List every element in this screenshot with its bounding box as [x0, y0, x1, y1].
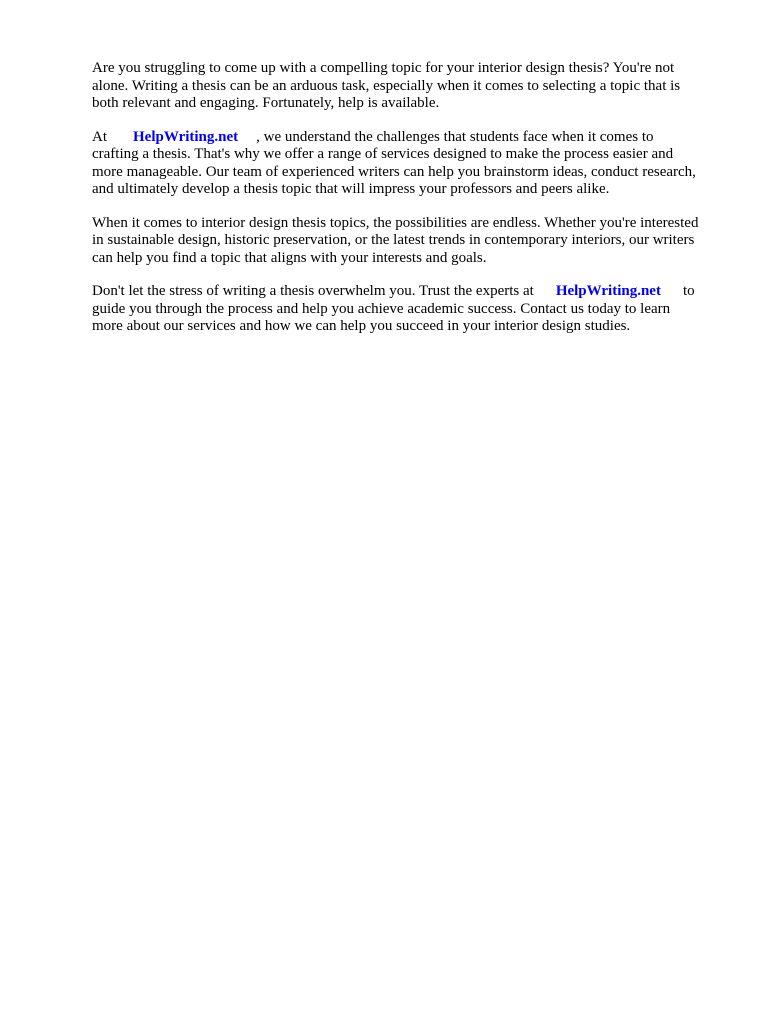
paragraph-closing	[92, 283, 722, 336]
paragraph-line: When it comes to interior design thesis topics, the possibilities are endless. Whether you're interested	[92, 214, 699, 231]
helpwriting-link[interactable]: HelpWriting.net	[555, 283, 661, 299]
paragraph-line: can help you find a topic that aligns with your interests and goals.	[92, 249, 487, 266]
paragraph-topics	[92, 215, 722, 268]
paragraph-suffix: to	[682, 283, 695, 299]
paragraph-first-line	[92, 283, 722, 301]
helpwriting-link[interactable]: HelpWriting.net	[133, 128, 239, 145]
paragraph-line: both relevant and engaging. Fortunately, help is available.	[92, 95, 440, 111]
paragraph-line: more about our services and how we can help you succeed in your interior design studies.	[92, 318, 631, 334]
paragraph-prefix: At	[92, 128, 107, 145]
paragraph-line: more manageable. Our team of experienced writers can help you brainstorm ideas, conduct research,	[92, 163, 696, 180]
paragraph-line: guide you through the process and help you achieve academic success. Contact us today to learn	[92, 300, 671, 317]
paragraph-services	[92, 129, 722, 199]
paragraph-prefix: Don't let the stress of writing a thesis overwhelm you. Trust the experts at	[92, 283, 534, 299]
document-body	[92, 60, 722, 352]
paragraph-line: Are you struggling to come up with a compelling topic for your interior design thesis? You're not	[92, 60, 675, 76]
paragraph-first-line	[92, 129, 722, 147]
paragraph-line: and ultimately develop a thesis topic that will impress your professors and peers alike.	[92, 181, 610, 197]
paragraph-suffix: , we understand the challenges that students face when it comes to	[256, 128, 654, 145]
paragraph-line: in sustainable design, historic preservation, or the latest trends in contemporary interiors, our writers	[92, 232, 695, 248]
paragraph-intro	[92, 60, 722, 113]
paragraph-line: crafting a thesis. That's why we offer a range of services designed to make the process easier and	[92, 146, 674, 162]
paragraph-line: alone. Writing a thesis can be an arduous task, especially when it comes to selecting a topic that is	[92, 77, 681, 94]
